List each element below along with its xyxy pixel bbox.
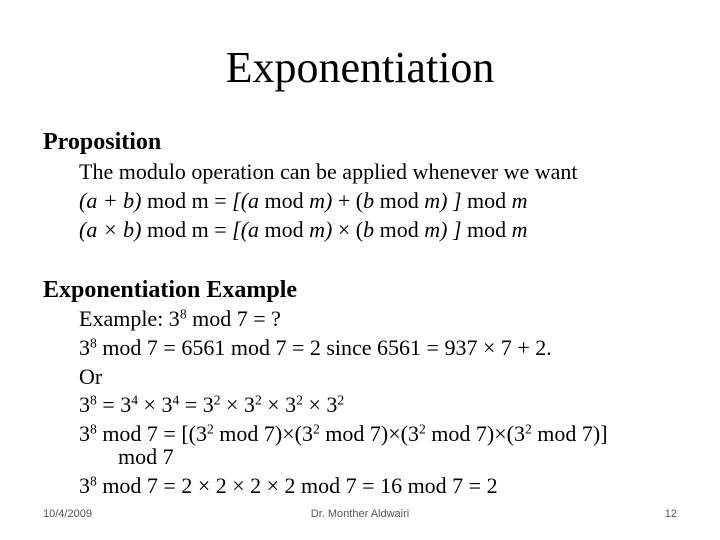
example-line-7: $3^8$ mod 7 = 2 × 2 × 2 × 2 mod 7 = 16 mod 7 = 2 — [79, 473, 498, 498]
example-line-5: $3^8$ mod $7 = [(3^2$ mod $7)\times(3^2$ mod $7)\times(3^2$ mod $7)\times(3^2$ mod 7)] — [79, 421, 608, 446]
footer-page-number: 12 — [664, 508, 677, 520]
proposition-heading: Proposition — [43, 129, 162, 155]
proposition-line-3: (a × b) mod m = [(a mod m) × (b mod m) ] mod m — [79, 217, 528, 242]
footer-author: Dr. Monther Aldwairi — [310, 508, 410, 520]
example-line-6: mod 7 — [118, 444, 174, 469]
example-line-4: $3^8 = 3^4 \times 3^4 = 3^2 \times 3^2 \times 3^2 \times 3^2$ — [79, 392, 345, 417]
example-line-3: Or — [79, 364, 103, 389]
proposition-line-1: The modulo operation can be applied whenever we want — [79, 159, 578, 184]
example-line-2: $3^8$ mod 7 = 6561 mod 7 = 2 since 6561 = 937 × 7 + 2. — [79, 335, 552, 360]
example-line-1: Example: $3^8$ mod 7 = ? — [79, 306, 281, 331]
footer-date: 10/4/2009 — [43, 508, 92, 520]
example-heading: Exponentiation Example — [43, 277, 298, 303]
slide-title: Exponentiation — [225, 43, 495, 92]
proposition-line-2: (a + b) mod m = [(a mod m) + (b mod m) ] mod m — [79, 188, 528, 213]
